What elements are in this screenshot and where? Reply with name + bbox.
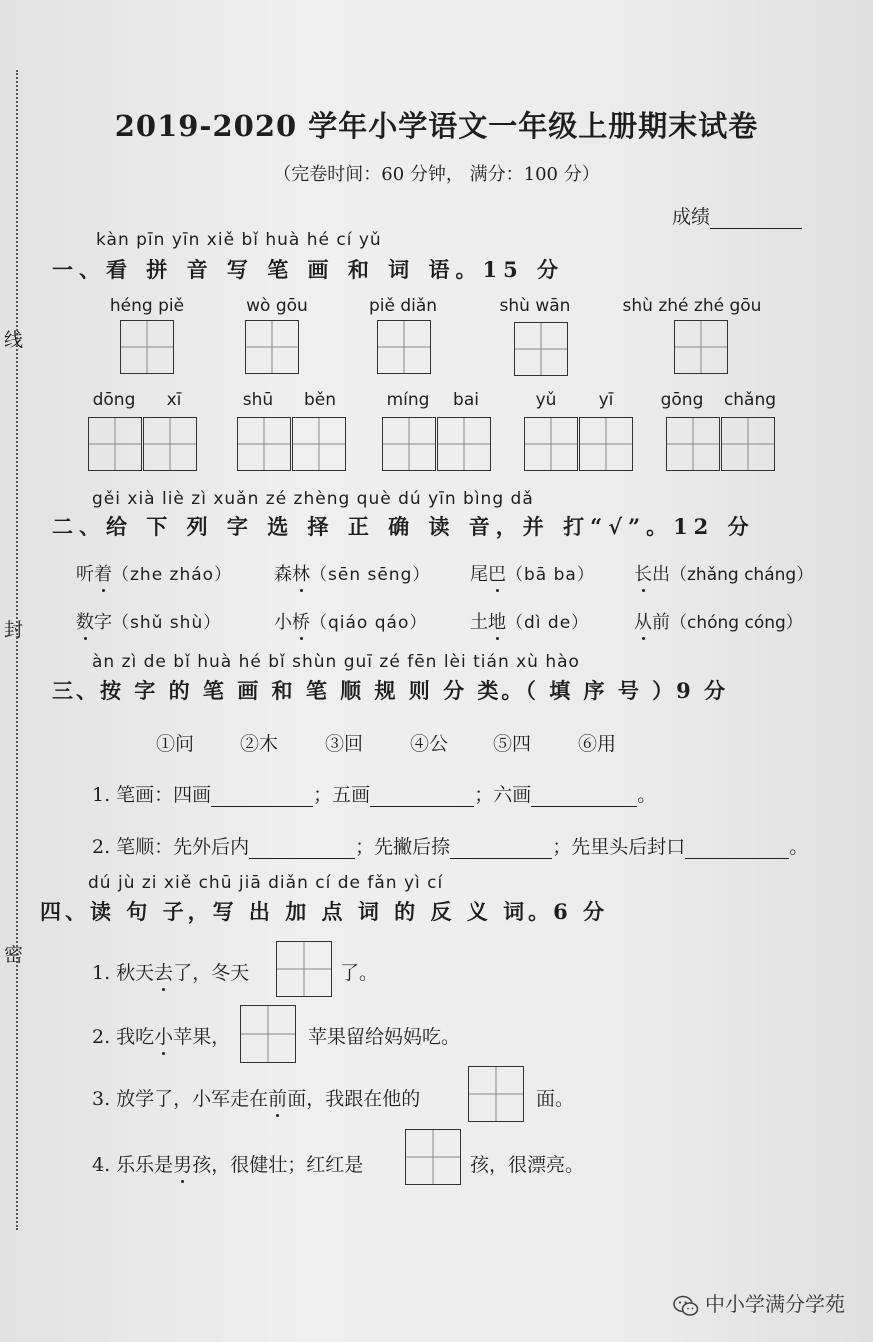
word5-pinyin-b: chǎng <box>723 390 777 410</box>
word2-pinyin-a: shū <box>242 390 274 410</box>
sentence-1-end: 了。 <box>340 962 379 984</box>
char-option-6: ⑥用 <box>578 733 617 755</box>
word1-pinyin-b: xī <box>166 390 182 410</box>
char-option-4: ④公 <box>410 733 449 755</box>
reading-item-8[interactable]: 从前（chóng cóng） <box>634 608 803 634</box>
section2-heading: 二、给 下 列 字 选 择 正 确 读 音，并 打“√”。12 分 <box>52 514 755 539</box>
reading-item-2[interactable]: 森林（sēn sēng） <box>274 560 430 586</box>
word4-pinyin-a: yǔ <box>535 390 557 410</box>
blank-outside-inside[interactable] <box>249 840 355 859</box>
answer-box-stroke-2[interactable] <box>245 320 299 374</box>
sentence-1: 1. 秋天去了，冬天 <box>92 958 249 985</box>
answer-box-word2-b[interactable] <box>292 417 346 471</box>
word5-pinyin-a: gōng <box>660 390 704 410</box>
stroke-label-1: héng piě <box>109 296 185 316</box>
exam-subtitle: （完卷时间：60 分钟， 满分：100 分） <box>273 164 600 185</box>
section1-pinyin: kàn pīn yīn xiě bǐ huà hé cí yǔ <box>96 230 382 250</box>
margin-char-feng: 封 <box>4 619 24 641</box>
watermark <box>673 1288 845 1317</box>
answer-box-word3-b[interactable] <box>437 417 491 471</box>
answer-box-word5-a[interactable] <box>666 417 720 471</box>
exam-title: 2019-2020 学年小学语文一年级上册期末试卷 <box>114 109 759 143</box>
reading-item-6[interactable]: 小桥（qiáo qáo） <box>274 608 427 634</box>
score-label: 成绩 <box>672 206 711 228</box>
binding-margin-line <box>16 70 18 1230</box>
section3-heading: 三、按 字 的 笔 画 和 笔 顺 规 则 分 类。（ 填 序 号 ）9 分 <box>52 678 729 703</box>
sentence-4-end: 孩，很漂亮。 <box>470 1154 585 1176</box>
section1-heading: 一、看 拼 音 写 笔 画 和 词 语。15 分 <box>52 257 565 282</box>
answer-box-word1-b[interactable] <box>143 417 197 471</box>
blank-inside-seal[interactable] <box>685 840 789 859</box>
answer-box-word5-b[interactable] <box>721 417 775 471</box>
blank-four-strokes[interactable] <box>211 788 313 807</box>
stroke-label-2: wò gōu <box>246 296 308 316</box>
section2-pinyin: gěi xià liè zì xuǎn zé zhèng què dú yīn bìng dǎ <box>92 489 534 509</box>
stroke-count-line: 1. 笔画：四画 ；五画 ；六画 。 <box>92 784 657 806</box>
word4-pinyin-b: yī <box>598 390 614 410</box>
char-option-5: ⑤四 <box>493 733 532 755</box>
char-option-3: ③回 <box>325 733 364 755</box>
margin-char-xian: 线 <box>4 329 24 351</box>
blank-five-strokes[interactable] <box>370 788 474 807</box>
stroke-label-5: shù zhé zhé gōu <box>622 296 762 316</box>
word3-pinyin-b: bai <box>453 390 479 410</box>
answer-box-word1-a[interactable] <box>88 417 142 471</box>
sentence-3-end: 面。 <box>536 1088 575 1110</box>
answer-box-sentence-4[interactable] <box>405 1129 461 1185</box>
score-blank[interactable] <box>710 210 802 229</box>
reading-item-7[interactable]: 土地（dì de） <box>470 608 589 634</box>
margin-char-mi: 密 <box>4 944 24 966</box>
blank-six-strokes[interactable] <box>531 788 637 807</box>
blank-pie-na[interactable] <box>450 840 552 859</box>
section4-heading: 四、读 句 子，写 出 加 点 词 的 反 义 词。6 分 <box>40 899 609 924</box>
section4-pinyin: dú jù zi xiě chū jiā diǎn cí de fǎn yì cí <box>88 873 444 893</box>
sentence-2: 2. 我吃小苹果， <box>92 1022 230 1049</box>
answer-box-word4-b[interactable] <box>579 417 633 471</box>
answer-box-sentence-2[interactable] <box>240 1005 296 1063</box>
answer-box-word4-a[interactable] <box>524 417 578 471</box>
stroke-order-line: 2. 笔顺：先外后内 ；先撇后捺 ；先里头后封口 。 <box>92 836 809 858</box>
reading-item-3[interactable]: 尾巴（bā ba） <box>470 560 595 586</box>
answer-box-sentence-3[interactable] <box>468 1066 524 1122</box>
word3-pinyin-a: míng <box>386 390 430 410</box>
word1-pinyin-a: dōng <box>92 390 136 410</box>
section3-pinyin: àn zì de bǐ huà hé bǐ shùn guī zé fēn lèi tián xù hào <box>92 652 580 672</box>
sentence-4: 4. 乐乐是男孩，很健壮；红红是 <box>92 1150 363 1177</box>
char-option-2: ②木 <box>240 733 279 755</box>
answer-box-sentence-1[interactable] <box>276 941 332 997</box>
answer-box-word2-a[interactable] <box>237 417 291 471</box>
answer-box-word3-a[interactable] <box>382 417 436 471</box>
word2-pinyin-b: běn <box>303 390 337 410</box>
sentence-3: 3. 放学了，小军走在前面，我跟在他的 <box>92 1084 420 1111</box>
wechat-icon <box>673 1295 699 1317</box>
char-option-1: ①问 <box>156 733 195 755</box>
reading-item-4[interactable]: 长出（zhǎng cháng） <box>634 560 813 586</box>
sentence-2-end: 苹果留给妈妈吃。 <box>308 1026 461 1048</box>
reading-item-1[interactable]: 听着（zhe zháo） <box>76 560 232 586</box>
answer-box-stroke-1[interactable] <box>120 320 174 374</box>
score-field <box>672 202 802 229</box>
answer-box-stroke-3[interactable] <box>377 320 431 374</box>
answer-box-stroke-5[interactable] <box>674 320 728 374</box>
stroke-label-4: shù wān <box>499 296 571 316</box>
reading-item-5[interactable]: 数字（shǔ shù） <box>76 608 221 634</box>
answer-box-stroke-4[interactable] <box>514 322 568 376</box>
stroke-label-3: piě diǎn <box>368 296 438 316</box>
watermark-text: 中小学满分学苑 <box>705 1292 845 1316</box>
